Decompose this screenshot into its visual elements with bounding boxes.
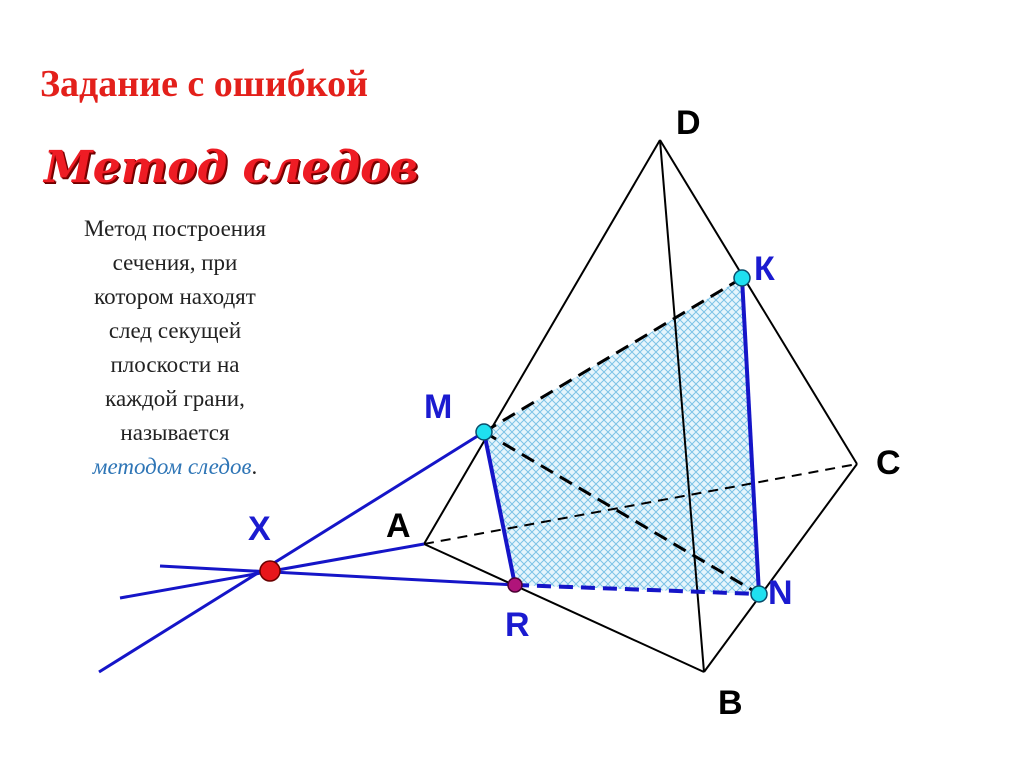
point-N (751, 586, 767, 602)
sentence-end: . (251, 454, 258, 479)
point-K (734, 270, 750, 286)
section-plane (484, 278, 759, 594)
description-line: след секущей (108, 318, 242, 343)
label-K: К (754, 250, 775, 288)
label-B: B (718, 684, 743, 722)
point-R (508, 578, 522, 592)
description-line: плоскости на (110, 352, 240, 377)
description-line: котором находят (94, 284, 256, 309)
label-A: A (386, 507, 411, 545)
description-line: сечения, при (112, 250, 238, 275)
description-line: каждой грани, (105, 386, 245, 411)
emphasis-term: методом следов (92, 454, 252, 479)
label-X: X (248, 510, 271, 548)
description-line: Метод построения (83, 216, 266, 241)
page-title: Задание с ошибкой (40, 63, 369, 105)
label-M: M (424, 388, 453, 426)
label-R: R (505, 606, 530, 644)
point-X (260, 561, 280, 581)
line-XM (99, 432, 484, 672)
point-M (476, 424, 492, 440)
method-heading: Метод следов (44, 142, 419, 193)
description-line: называется (120, 420, 230, 445)
label-D: D (676, 104, 701, 142)
label-C: C (876, 444, 901, 482)
label-N: N (768, 574, 793, 612)
